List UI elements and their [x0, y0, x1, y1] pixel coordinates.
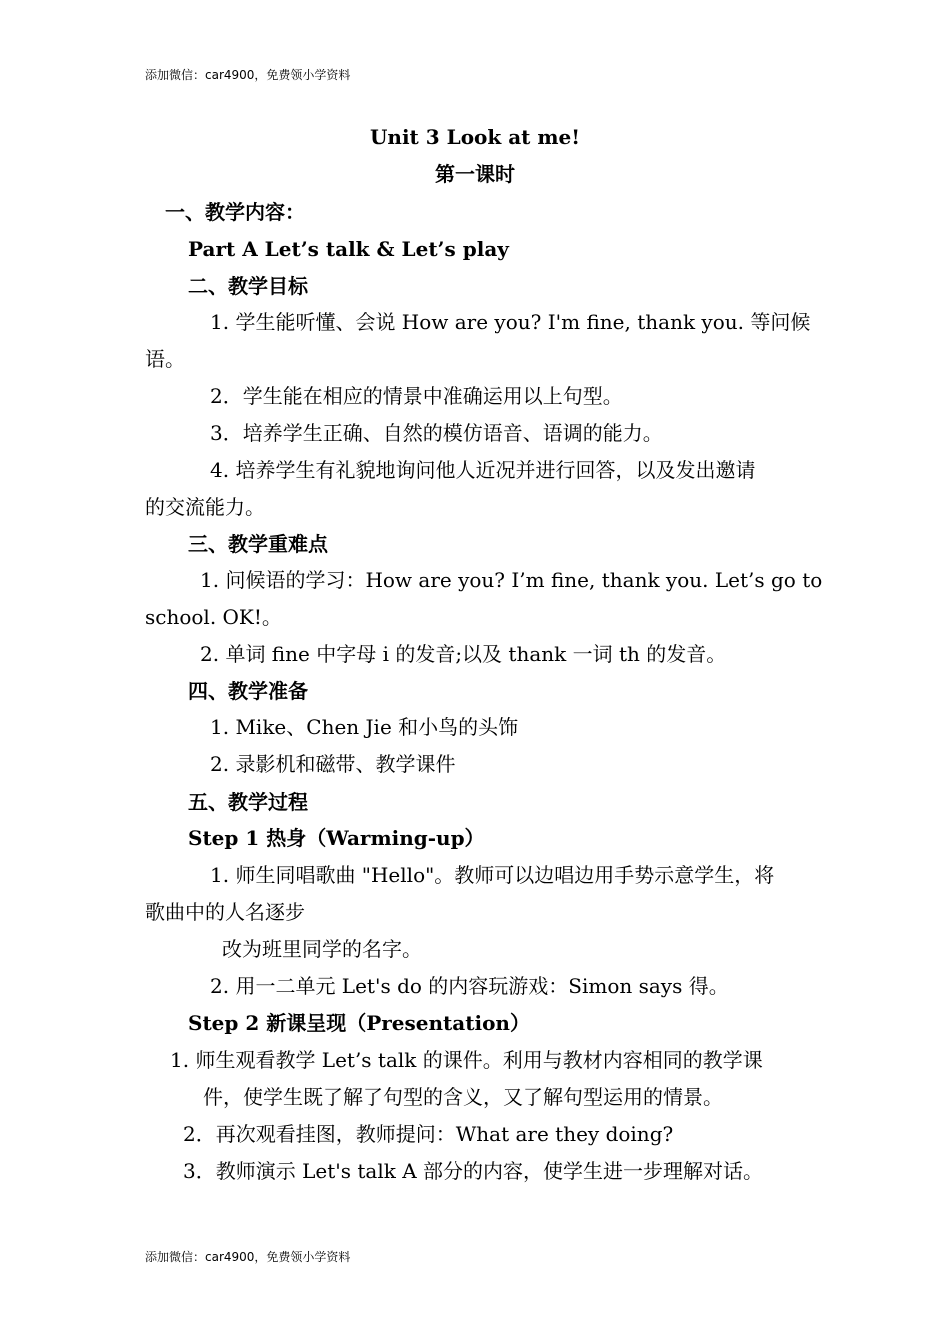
- goal-item-4-continued: 的交流能力。: [145, 495, 265, 519]
- step1-item-1-continued: 歌曲中的人名逐步: [145, 900, 305, 924]
- footer-note: 添加微信：car4900，免费领小学资料: [145, 1250, 351, 1264]
- key-point-2: 2. 单词 fine 中字母 i 的发音;以及 thank 一词 th 的发音。: [200, 642, 727, 666]
- section-key-points-heading: 三、教学重难点: [188, 532, 328, 556]
- step1-item-2: 2. 用一二单元 Let's do 的内容玩游戏：Simon says 得。: [210, 974, 729, 998]
- step1-item-1-continued-2: 改为班里同学的名字。: [222, 937, 422, 961]
- step2-heading: Step 2 新课呈现（Presentation）: [188, 1011, 530, 1035]
- step1-heading: Step 1 热身（Warming-up）: [188, 826, 485, 850]
- section-process-heading: 五、教学过程: [188, 790, 308, 814]
- step2-item-1-continued: 件，使学生既了解了句型的含义，又了解句型运用的情景。: [203, 1085, 723, 1109]
- goal-item-3: 3．培养学生正确、自然的模仿语音、语调的能力。: [210, 421, 663, 445]
- section-teaching-content-heading: 一、教学内容：: [165, 200, 305, 224]
- preparation-item-1: 1. Mike、Chen Jie 和小鸟的头饰: [210, 715, 519, 739]
- goal-item-1-continued: 语。: [145, 347, 185, 371]
- preparation-item-2: 2. 录影机和磁带、教学课件: [210, 752, 456, 776]
- goal-item-2: 2．学生能在相应的情景中准确运用以上句型。: [210, 384, 623, 408]
- key-point-1-continued: school. OK!。: [145, 605, 282, 629]
- goal-item-1: 1. 学生能听懂、会说 How are you? I'm fine, thank you. 等问候: [210, 310, 811, 334]
- step2-item-1: 1. 师生观看教学 Let’s talk 的课件。利用与教材内容相同的教学课: [170, 1048, 763, 1072]
- key-point-1: 1. 问候语的学习：How are you? I’m fine, thank you. Let’s go to: [200, 568, 823, 592]
- section-teaching-goals-heading: 二、教学目标: [188, 274, 308, 298]
- step1-item-1: 1. 师生同唱歌曲 "Hello"。教师可以边唱边用手势示意学生，将: [210, 863, 775, 887]
- goal-item-4: 4. 培养学生有礼貌地询问他人近况并进行回答，以及发出邀请: [210, 458, 756, 482]
- teaching-content-text: Part A Let’s talk & Let’s play: [188, 237, 509, 261]
- step2-item-2: 2．再次观看挂图，教师提问：What are they doing?: [183, 1122, 674, 1146]
- header-note: 添加微信：car4900，免费领小学资料: [145, 68, 351, 82]
- document-title: Unit 3 Look at me!: [369, 125, 581, 149]
- section-preparation-heading: 四、教学准备: [188, 679, 308, 703]
- step2-item-3: 3．教师演示 Let's talk A 部分的内容，使学生进一步理解对话。: [183, 1159, 763, 1183]
- lesson-subtitle: 第一课时: [435, 162, 515, 186]
